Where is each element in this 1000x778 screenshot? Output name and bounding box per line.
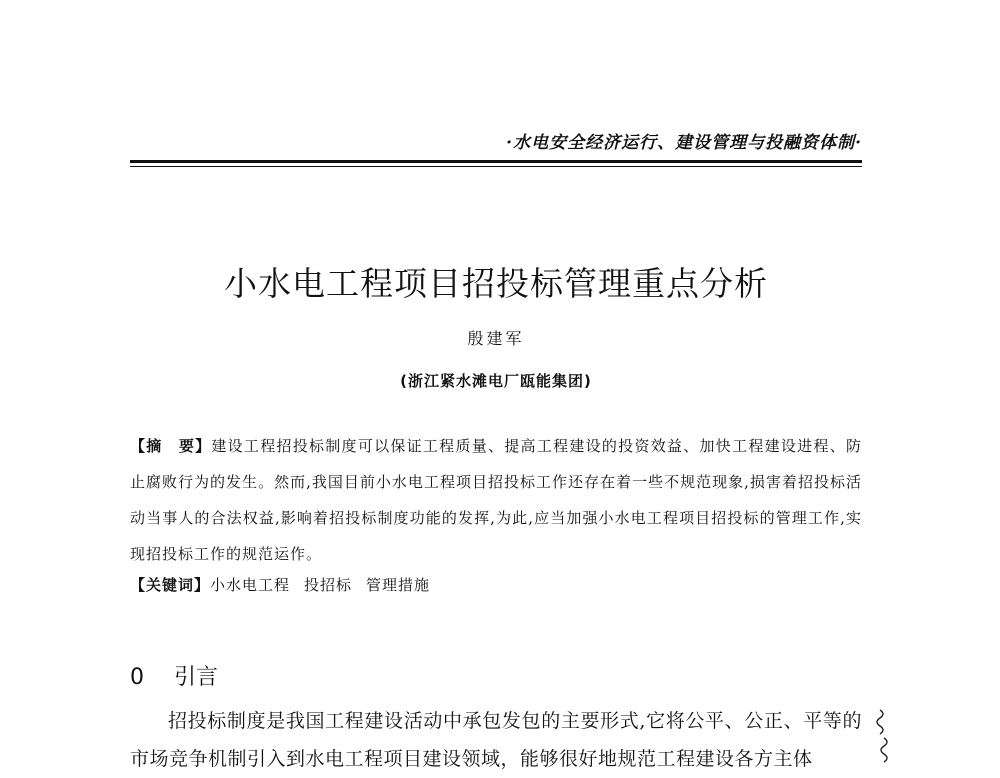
author-name: 殷建军 (467, 329, 525, 348)
binding-mark-icon (876, 708, 890, 768)
author-affiliation: (浙江紧水滩电厂瓯能集团) (400, 372, 592, 390)
abstract-text: 建设工程招投标制度可以保证工程质量、提高工程建设的投资效益、加快工程建设进程、防止腐败行为的发生。然而,我国目前小水电工程项目招投标工作还存在着一些不规范现象,损害着招投标活动当事人的合法权益,影响着招投标制度功能的发挥,为此,应当加强小水电工程项目招投标的管理工作,实现招投标工作的规范运作。 (130, 437, 862, 563)
keywords-label: 【关键词】 (130, 576, 211, 594)
section-number: 0 (130, 665, 144, 690)
abstract (130, 428, 862, 572)
abstract-label: 【摘 要】 (130, 437, 212, 455)
header-rule-thin (130, 166, 862, 167)
paper-title: 小水电工程项目招投标管理重点分析 (224, 264, 768, 303)
keywords (130, 574, 862, 595)
body-paragraph: 招投标制度是我国工程建设活动中承包发包的主要形式,它将公平、公正、平等的市场竞争机制引入到水电工程项目建设领域，能够很好地规范工程建设各方主体 (130, 710, 862, 770)
keyword-item: 投招标 (304, 576, 353, 594)
running-header: ·水电安全经济运行、建设管理与投融资体制· (506, 133, 862, 153)
section-heading (130, 660, 218, 691)
keyword-item: 管理措施 (366, 576, 431, 594)
header-rule (130, 160, 862, 163)
keyword-item: 小水电工程 (210, 576, 291, 594)
section-title: 引言 (174, 665, 219, 690)
